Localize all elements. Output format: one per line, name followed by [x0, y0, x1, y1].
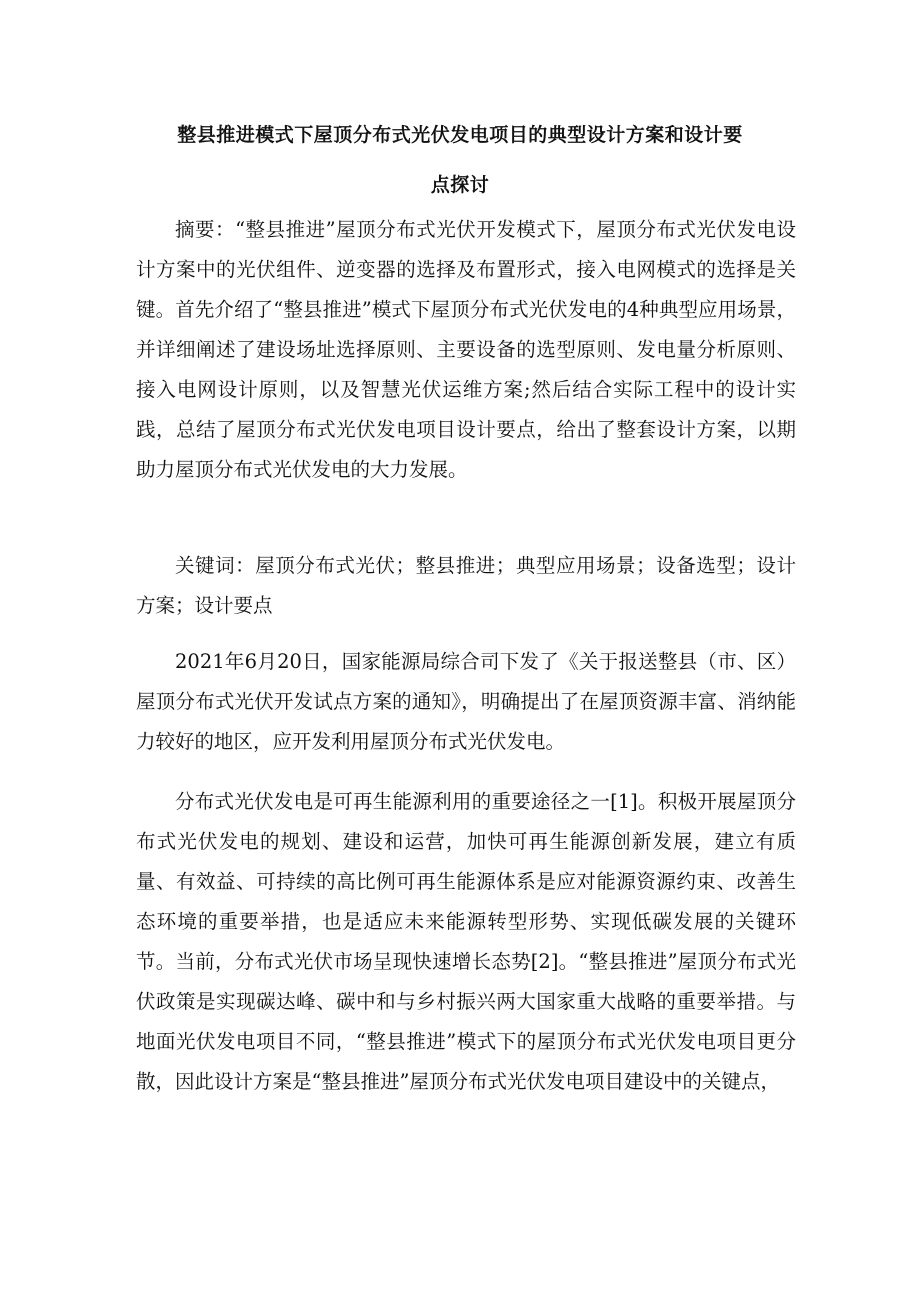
keywords-label: 关键词： [175, 554, 256, 577]
abstract-paragraph [136, 210, 796, 490]
keywords-text: 屋顶分布式光伏；整县推进；典型应用场景；设备选型；设计方案；设计要点 [136, 554, 796, 617]
body-paragraph-1: 2021年6月20日，国家能源局综合司下发了《关于报送整县（市、区）屋顶分布式光伏开发试点方案的通知》，明确提出了在屋顶资源丰富、消纳能力较好的地区，应开发利用屋顶分布式光伏发电。 [136, 650, 796, 753]
body-paragraph-2: 分布式光伏发电是可再生能源利用的重要途径之一[1]。积极开展屋顶分布式光伏发电的规划、建设和运营，加快可再生能源创新发展，建立有质量、有效益、可持续的高比例可再生能源体系是应对能源资源约束、改善生态环境的重要举措，也是适应未来能源转型形势、实现低碳发展的关键环节。当前，分布式光伏市场呈现快速增长态势[2]。“整县推进”屋顶分布式光伏政策是实现碳达峰、碳中和与乡村振兴两大国家重大战略的重要举措。与地面光伏发电项目不同，“整县推进”模式下的屋顶分布式光伏发电项目更分散，因此设计方案是“整县推进”屋顶分布式光伏发电项目建设中的关键点， [136, 790, 796, 1093]
abstract-text: “整县推进”屋顶分布式光伏开发模式下，屋顶分布式光伏发电设计方案中的光伏组件、逆变器的选择及布置形式，接入电网模式的选择是关键。首先介绍了“整县推进”模式下屋顶分布式光伏发电的4种典型应用场景，并详细阐述了建设场址选择原则、主要设备的选型原则、发电量分析原则、接入电网设计原则，以及智慧光伏运维方案;然后结合实际工程中的设计实践，总结了屋顶分布式光伏发电项目设计要点，给出了整套设计方案，以期助力屋顶分布式光伏发电的大力发展。 [136, 218, 796, 481]
document-title-line-2: 点探讨 [430, 174, 490, 196]
keywords-paragraph [136, 546, 796, 626]
document-title-line-1: 整县推进模式下屋顶分布式光伏发电项目的典型设计方案和设计要 [177, 124, 743, 146]
abstract-label: 摘要： [175, 218, 236, 241]
